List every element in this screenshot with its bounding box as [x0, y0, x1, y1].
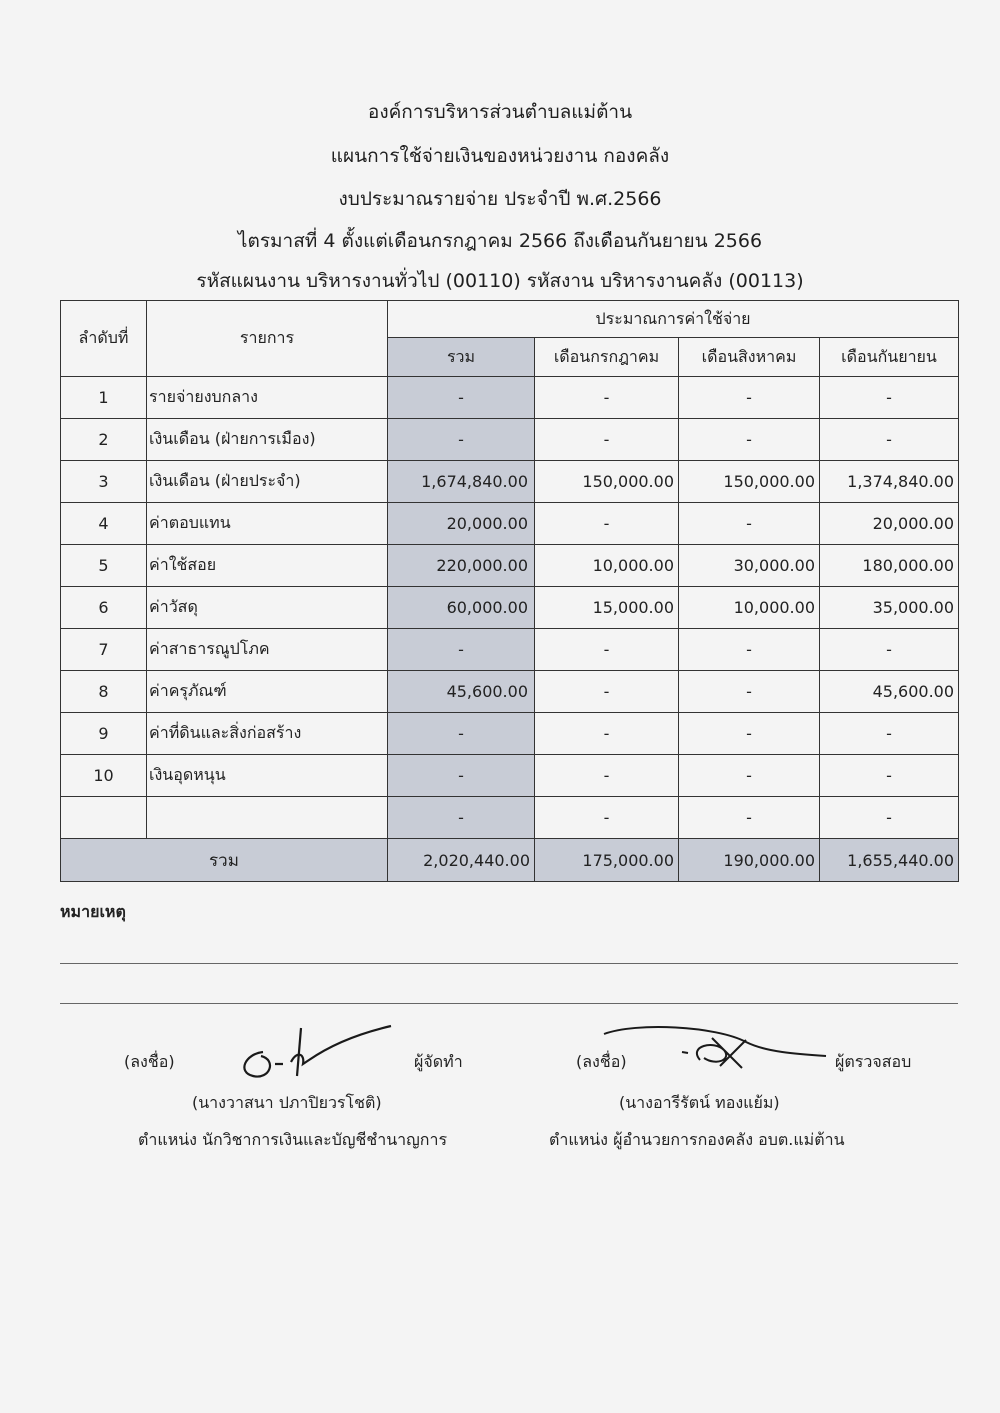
table-row	[61, 503, 959, 545]
row-no: 10	[61, 755, 147, 797]
remark-line	[60, 1003, 958, 1004]
row-item: ค่าวัสดุ	[147, 587, 388, 629]
row-m3: -	[820, 797, 959, 839]
total-m2: 190,000.00	[679, 839, 820, 882]
row-m1: -	[535, 419, 679, 461]
row-m3: 1,374,840.00	[820, 461, 959, 503]
org-title: องค์การบริหารส่วนตำบลแม่ต้าน	[367, 101, 633, 123]
col-header-total: รวม	[388, 338, 535, 377]
row-total: -	[388, 629, 535, 671]
total-m1: 175,000.00	[535, 839, 679, 882]
row-item	[147, 797, 388, 839]
row-m2: -	[679, 629, 820, 671]
row-m2: 150,000.00	[679, 461, 820, 503]
col-header-m2: เดือนสิงหาคม	[679, 338, 820, 377]
col-header-item: รายการ	[147, 301, 388, 377]
row-m1: -	[535, 377, 679, 419]
row-m2: 10,000.00	[679, 587, 820, 629]
table-row	[61, 377, 959, 419]
row-no: 3	[61, 461, 147, 503]
row-no: 8	[61, 671, 147, 713]
total-m3: 1,655,440.00	[820, 839, 959, 882]
row-no	[61, 797, 147, 839]
table-row	[61, 587, 959, 629]
row-m3: -	[820, 713, 959, 755]
row-m3: 45,600.00	[820, 671, 959, 713]
left-sign-label: (ลงชื่อ)	[124, 1052, 175, 1071]
table-row	[61, 755, 959, 797]
row-m1: -	[535, 713, 679, 755]
col-header-group: ประมาณการค่าใช้จ่าย	[388, 301, 959, 338]
row-total: 220,000.00	[388, 545, 535, 587]
row-total: -	[388, 713, 535, 755]
total-value: 2,020,440.00	[388, 839, 535, 882]
row-m3: 20,000.00	[820, 503, 959, 545]
row-item: เงินเดือน (ฝ่ายประจำ)	[147, 461, 388, 503]
row-no: 1	[61, 377, 147, 419]
row-m3: -	[820, 755, 959, 797]
row-item: ค่าที่ดินและสิ่งก่อสร้าง	[147, 713, 388, 755]
row-m2: -	[679, 755, 820, 797]
row-total: 60,000.00	[388, 587, 535, 629]
right-role: ผู้ตรวจสอบ	[835, 1052, 912, 1071]
quarter-title: ไตรมาสที่ 4 ตั้งแต่เดือนกรกฎาคม 2566 ถึงเดือนกันยายน 2566	[237, 230, 763, 252]
budget-title: งบประมาณรายจ่าย ประจำปี พ.ศ.2566	[338, 188, 662, 210]
right-sign-label: (ลงชื่อ)	[576, 1052, 627, 1071]
left-name: (นางวาสนา ปภาปิยวรโชติ)	[192, 1093, 382, 1112]
row-m3: 35,000.00	[820, 587, 959, 629]
row-m1: 150,000.00	[535, 461, 679, 503]
row-m3: -	[820, 377, 959, 419]
plan-title: แผนการใช้จ่ายเงินของหน่วยงาน กองคลัง	[330, 145, 670, 167]
row-total: 45,600.00	[388, 671, 535, 713]
table-row	[61, 671, 959, 713]
right-name: (นางอารีรัตน์ ทองแย้ม)	[619, 1093, 780, 1112]
row-m2: -	[679, 419, 820, 461]
row-no: 5	[61, 545, 147, 587]
row-item: เงินเดือน (ฝ่ายการเมือง)	[147, 419, 388, 461]
row-m1: 10,000.00	[535, 545, 679, 587]
right-position: ตำแหน่ง ผู้อำนวยการกองคลัง อบต.แม่ต้าน	[549, 1130, 845, 1149]
row-item: ค่าสาธารณูปโภค	[147, 629, 388, 671]
row-total: -	[388, 755, 535, 797]
table-row	[61, 545, 959, 587]
row-m3: 180,000.00	[820, 545, 959, 587]
codes-title: รหัสแผนงาน บริหารงานทั่วไป (00110) รหัสงาน บริหารงานคลัง (00113)	[196, 270, 804, 292]
row-no: 4	[61, 503, 147, 545]
row-m2: -	[679, 503, 820, 545]
row-item: ค่าใช้สอย	[147, 545, 388, 587]
table-row	[61, 461, 959, 503]
row-m1: -	[535, 797, 679, 839]
remark-label: หมายเหตุ	[60, 902, 126, 921]
row-no: 6	[61, 587, 147, 629]
row-total: 20,000.00	[388, 503, 535, 545]
remark-line	[60, 963, 958, 964]
row-m2: -	[679, 671, 820, 713]
table-row	[61, 419, 959, 461]
left-role: ผู้จัดทำ	[414, 1052, 463, 1071]
row-total: -	[388, 377, 535, 419]
table-row	[61, 713, 959, 755]
row-total: -	[388, 419, 535, 461]
row-item: เงินอุดหนุน	[147, 755, 388, 797]
row-m1: -	[535, 755, 679, 797]
col-header-no: ลำดับที่	[61, 301, 147, 377]
table-row	[61, 797, 959, 839]
row-item: ค่าตอบแทน	[147, 503, 388, 545]
table-row	[61, 629, 959, 671]
row-m1: -	[535, 629, 679, 671]
row-m2: 30,000.00	[679, 545, 820, 587]
row-m1: 15,000.00	[535, 587, 679, 629]
budget-table	[60, 300, 959, 882]
row-total: -	[388, 797, 535, 839]
row-m3: -	[820, 419, 959, 461]
left-signature-mark	[225, 1020, 400, 1085]
row-no: 2	[61, 419, 147, 461]
row-no: 9	[61, 713, 147, 755]
total-row	[61, 839, 959, 882]
row-m2: -	[679, 377, 820, 419]
row-m1: -	[535, 671, 679, 713]
right-signature-mark	[596, 1020, 836, 1075]
row-m2: -	[679, 797, 820, 839]
row-m1: -	[535, 503, 679, 545]
row-item: รายจ่ายงบกลาง	[147, 377, 388, 419]
row-total: 1,674,840.00	[388, 461, 535, 503]
row-item: ค่าครุภัณฑ์	[147, 671, 388, 713]
col-header-m1: เดือนกรกฎาคม	[535, 338, 679, 377]
row-no: 7	[61, 629, 147, 671]
row-m2: -	[679, 713, 820, 755]
row-m3: -	[820, 629, 959, 671]
left-position: ตำแหน่ง นักวิชาการเงินและบัญชีชำนาญการ	[138, 1130, 448, 1149]
total-label: รวม	[61, 839, 388, 882]
col-header-m3: เดือนกันยายน	[820, 338, 959, 377]
